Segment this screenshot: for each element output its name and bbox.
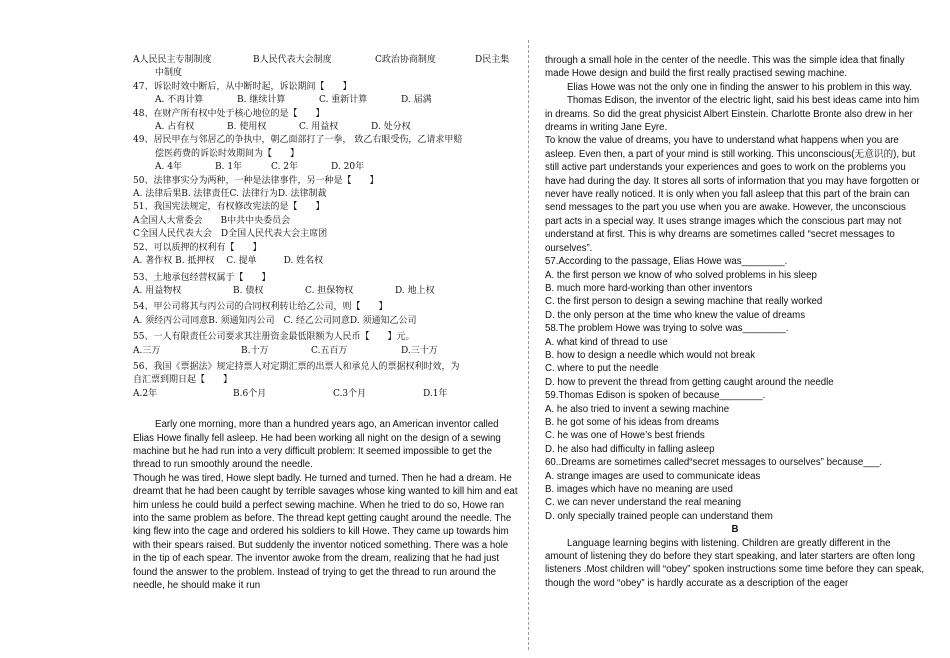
q45-option-b: B人民代表大会制度 bbox=[253, 55, 332, 65]
q56-option-b: B.6个月 bbox=[233, 388, 267, 399]
q49-stem-line1: 49、居民甲在与邻居乙的争执中，朝乙面部打了一拳， 致乙右眼受伤，乙请求甲赔 bbox=[133, 135, 463, 146]
left-column bbox=[133, 54, 518, 592]
passage-a-para-5: To know the value of dreams, you have to understand what happens when you are asleep. Even then, a part of your mind is still working. This unconscious(无意识的), but still active part understands your experiences and goes to work on the problems you have had during the day. It stores all sorts of information that you may have forgotten or never have really noticed. It is only when you fall asleep that this part of the brain can send messages to the part you use when you are awake. However, the unconscious part acts in a special way. It uses strange images which the conscious part may not understand at first. This is why dreams are sometimes called “secret messages to ourselves”. bbox=[545, 135, 920, 254]
q53-stem: 53、土地承包经营权属于【 】 bbox=[133, 272, 271, 283]
q48-options bbox=[133, 121, 518, 134]
q47-option-b: B. 继续计算 bbox=[237, 95, 286, 106]
q58-option-a: A. what kind of thread to use bbox=[545, 336, 668, 348]
passage-a-para-2: Though he was tired, Howe slept badly. He turned and turned. Then he had a dream. He dreamt that he had been caught by terrible savages whose king wanted to kill him and eat him unless he could build a perfect sewing machine. When he tried to do so, Howe ran into the same problem as before. The thread kept getting caught around the needle. The king flew into the cage and ordered his soldiers to kill Howe. They came up towards him with their spears raised. But suddenly the inventor noticed something. There was a hole in the tip of each spear. The inventor awoke from the dream, realizing that he had just found the answer to the problem. Instead of trying to get the thread to run around the needle, he should make it run bbox=[133, 472, 518, 592]
q54-stem: 54、甲公司将其与丙公司的合同权利转让给乙公司，则【 】 bbox=[133, 302, 388, 313]
q48-option-d: D. 处分权 bbox=[371, 122, 411, 133]
q59-stem: 59.Thomas Edison is spoken of because________. bbox=[545, 390, 766, 402]
q60-option-d: D. only specially trained people can understand them bbox=[545, 510, 773, 522]
column-divider bbox=[528, 40, 529, 650]
q55-stem: 55、一人有限责任公司要求其注册资金最低限额为人民币【 】元。 bbox=[133, 332, 415, 343]
q56-options bbox=[133, 388, 518, 401]
q49-option-b: B. 1年 bbox=[215, 162, 243, 173]
q51-stem: 51、我国宪法规定，有权修改宪法的是【 】 bbox=[133, 202, 325, 213]
q60-option-b: B. images which have no meaning are used bbox=[545, 484, 733, 495]
q47-option-d: D. 届满 bbox=[401, 95, 432, 106]
q57-option-b: B. much more hard-working than other inventors bbox=[545, 282, 753, 294]
q53-option-d: D. 地上权 bbox=[395, 285, 435, 296]
q54-options: A. 须经丙公司同意B. 须通知丙公司 C. 经乙公司同意D. 须通知乙公司 bbox=[133, 315, 417, 326]
q53-options bbox=[133, 285, 518, 298]
q56-option-a: A.2年 bbox=[133, 388, 158, 399]
q58-stem: 58.The problem Howe was trying to solve was________. bbox=[545, 323, 789, 335]
q45-option-c: C政治协商制度 bbox=[375, 55, 436, 65]
q55-option-a: A.三万 bbox=[133, 345, 161, 356]
q60-option-a: A. strange images are used to communicate ideas bbox=[545, 470, 761, 482]
passage-a-continued: through a small hole in the center of the needle. This was the simple idea that finally made Howe design and build the first really practised sewing machine. bbox=[545, 55, 905, 80]
q57-option-a: A. the first person we know of who solved problems in his sleep bbox=[545, 269, 817, 281]
q59-option-b: B. he got some of his ideas from dreams bbox=[545, 416, 719, 428]
q48-option-a: A. 占有权 bbox=[155, 122, 195, 133]
q59-option-d: D. he also had difficulty in falling asleep bbox=[545, 443, 715, 455]
q49-option-c: C. 2年 bbox=[271, 162, 299, 173]
q53-option-c: C. 担保物权 bbox=[305, 285, 354, 296]
q53-option-b: B. 债权 bbox=[233, 285, 264, 296]
q47-option-a: A. 不再计算 bbox=[155, 95, 204, 106]
q49-option-d: D. 20年 bbox=[331, 162, 365, 173]
q56-stem-line2: 自汇票到期日起【 】 bbox=[133, 375, 233, 386]
passage-a-para-4: Thomas Edison, the inventor of the electric light, said his best ideas came into him in dreams. So did the great physicist Albert Einstein. Charlotte Bronte also drew in her dreams in writing Jane Eyre. bbox=[545, 95, 920, 134]
q51-options-1: A全国人大常委会 B中共中央委员会 bbox=[133, 215, 291, 226]
q45-option-d: D民主集 bbox=[475, 55, 510, 65]
q52-stem: 52、可以质押的权利有【 】 bbox=[133, 242, 262, 253]
q56-option-d: D.1年 bbox=[423, 388, 448, 399]
q53-option-a: A. 用益物权 bbox=[133, 285, 182, 296]
q57-option-d: D. the only person at the time who knew the value of dreams bbox=[545, 309, 806, 321]
q55-options bbox=[133, 345, 518, 358]
q58-option-b: B. how to design a needle which would not break bbox=[545, 349, 756, 361]
q57-option-c: C. the first person to design a sewing machine that really worked bbox=[545, 296, 823, 308]
q55-option-b: B.十万 bbox=[241, 345, 269, 356]
q47-options bbox=[133, 94, 518, 107]
q45-option-a: A人民民主专制制度 bbox=[133, 55, 212, 65]
q55-option-c: C.五百万 bbox=[311, 345, 348, 356]
q47-option-c: C. 重新计算 bbox=[319, 95, 368, 106]
q60-option-c: C. we can never understand the real meaning bbox=[545, 497, 742, 509]
q59-option-a: A. he also tried to invent a sewing machine bbox=[545, 403, 730, 415]
section-gap bbox=[133, 401, 518, 418]
section-b-heading: B bbox=[731, 524, 739, 536]
q48-option-b: B. 使用权 bbox=[227, 122, 267, 133]
q48-option-c: C. 用益权 bbox=[299, 122, 339, 133]
right-column bbox=[545, 54, 925, 590]
q50-options: A. 法律后果B. 法律责任C. 法律行为D. 法律制裁 bbox=[133, 189, 327, 200]
q57-stem: 57.According to the passage, Elias Howe was________. bbox=[545, 256, 788, 268]
passage-a-para-1: Early one morning, more than a hundred years ago, an American inventor called Elias Howe finally fell asleep. He had been working all night on the design of a sewing machine but he had run into a very difficult problem: It seemed impossible to get the thread to run smoothly around the needle. bbox=[133, 419, 501, 471]
q52-options: A. 著作权 B. 抵押权 C. 提单 D. 姓名权 bbox=[133, 256, 324, 267]
q58-option-c: C. where to put the needle bbox=[545, 363, 659, 375]
q45-options bbox=[133, 54, 518, 67]
q49-options bbox=[133, 161, 518, 174]
q55-option-d: D.三十万 bbox=[401, 345, 438, 356]
q49-stem-line2: 偿医药费的诉讼时效期间为【 】 bbox=[155, 148, 300, 159]
q56-stem-line1: 56、我国《票据法》规定持票人对定期汇票的出票人和承兑人的票据权利时效，为 bbox=[133, 361, 460, 372]
q51-options-2: C全国人民代表大会 D全国人民代表大会主席团 bbox=[133, 229, 328, 240]
passage-a-para-3: Elias Howe was not the only one in finding the answer to his problem in this way. bbox=[567, 81, 912, 93]
q60-stem: 60..Dreams are sometimes called“secret messages to ourselves” because___. bbox=[545, 457, 883, 469]
q56-option-c: C.3个月 bbox=[333, 388, 367, 399]
passage-b-para-1: Language learning begins with listening. Children are greatly different in the amount of listening they do before they start speaking, and later starters are often long listeners .Most children will “obey” spoken instructions some time before they can speak, though the word “obey” is hardly accurate as a description of the eager bbox=[545, 537, 925, 589]
q50-stem: 50、法律事实分为两种，一种是法律事件，另一种是【 】 bbox=[133, 175, 379, 186]
q47-stem: 47、诉讼时效中断后，从中断时起，诉讼期间【 】 bbox=[133, 81, 352, 92]
q45-options-continued: 中制度 bbox=[155, 68, 183, 79]
q48-stem: 48、在财产所有权中处于核心地位的是【 】 bbox=[133, 108, 325, 119]
q49-option-a: A. 4年 bbox=[155, 162, 182, 173]
q58-option-d: D. how to prevent the thread from getting caught around the needle bbox=[545, 376, 834, 388]
q59-option-c: C. he was one of Howe’s best friends bbox=[545, 430, 705, 442]
